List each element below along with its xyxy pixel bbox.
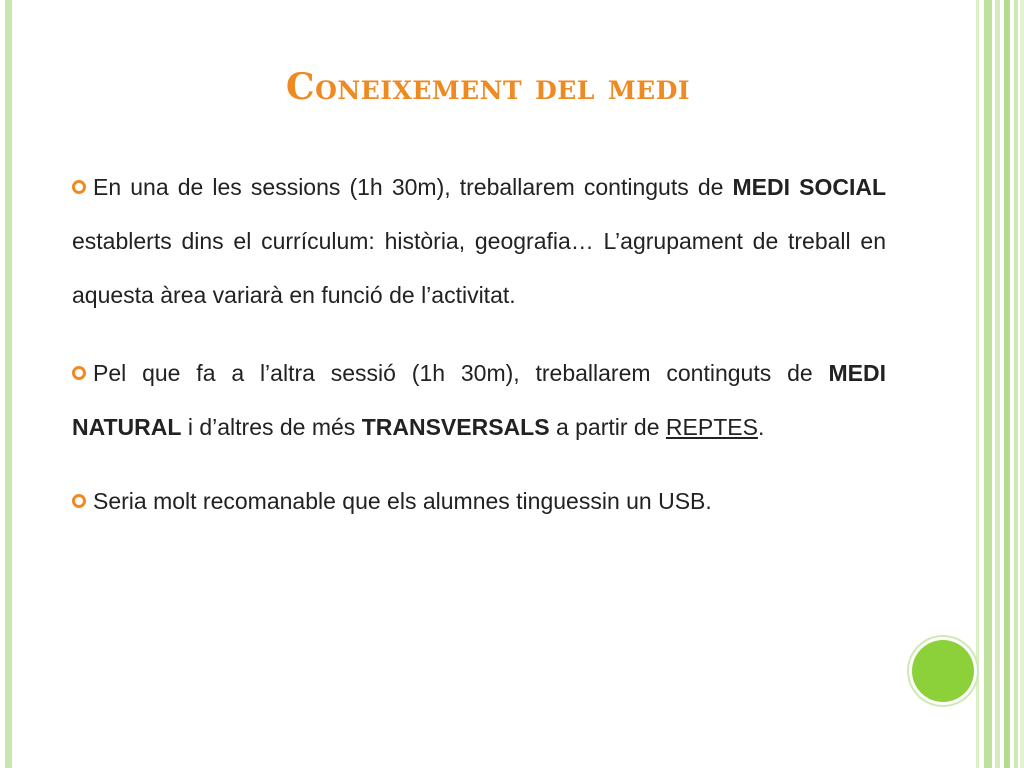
stripe bbox=[1020, 0, 1024, 768]
bullet-text: Seria molt recomanable que els alumnes tinguessin un USB. bbox=[93, 488, 712, 514]
bold-term-medi-natural: MEDI NATURAL bbox=[72, 360, 886, 440]
bullet-item-medi-natural bbox=[72, 346, 886, 454]
bullet-ring-icon bbox=[72, 366, 86, 380]
bullet-text: Pel que fa a l’altra sessió (1h 30m), treballarem continguts de bbox=[93, 360, 829, 386]
underlined-term-reptes: REPTES bbox=[665, 414, 758, 440]
bullet-text: . bbox=[757, 414, 765, 440]
slide-title: Coneixement del medi bbox=[285, 66, 691, 108]
bold-term-medi-social: MEDI SOCIAL bbox=[732, 174, 887, 200]
bullet-item-medi-social bbox=[72, 160, 886, 322]
bullet-text: establerts dins el currículum: història, geografia… L’agrupament de treball en aquesta àrea variarà en funció de l’activitat. bbox=[72, 228, 886, 308]
bullet-text: En una de les sessions (1h 30m), treballarem continguts de bbox=[93, 174, 733, 200]
stripe bbox=[984, 0, 992, 768]
decorative-green-circle bbox=[912, 640, 974, 702]
bullet-ring-icon bbox=[72, 180, 86, 194]
stripe bbox=[976, 0, 979, 768]
slide-left-border bbox=[5, 0, 12, 768]
stripe bbox=[1014, 0, 1018, 768]
stripe bbox=[1004, 0, 1010, 768]
bold-term-transversals: TRANSVERSALS bbox=[361, 414, 550, 440]
bullet-text: i d’altres de més bbox=[181, 414, 362, 440]
bullet-item-usb bbox=[72, 478, 886, 524]
slide-content bbox=[72, 160, 886, 548]
slide-right-stripes bbox=[976, 0, 1024, 768]
bullet-ring-icon bbox=[72, 494, 86, 508]
bullet-text: a partir de bbox=[549, 414, 666, 440]
stripe bbox=[995, 0, 1000, 768]
